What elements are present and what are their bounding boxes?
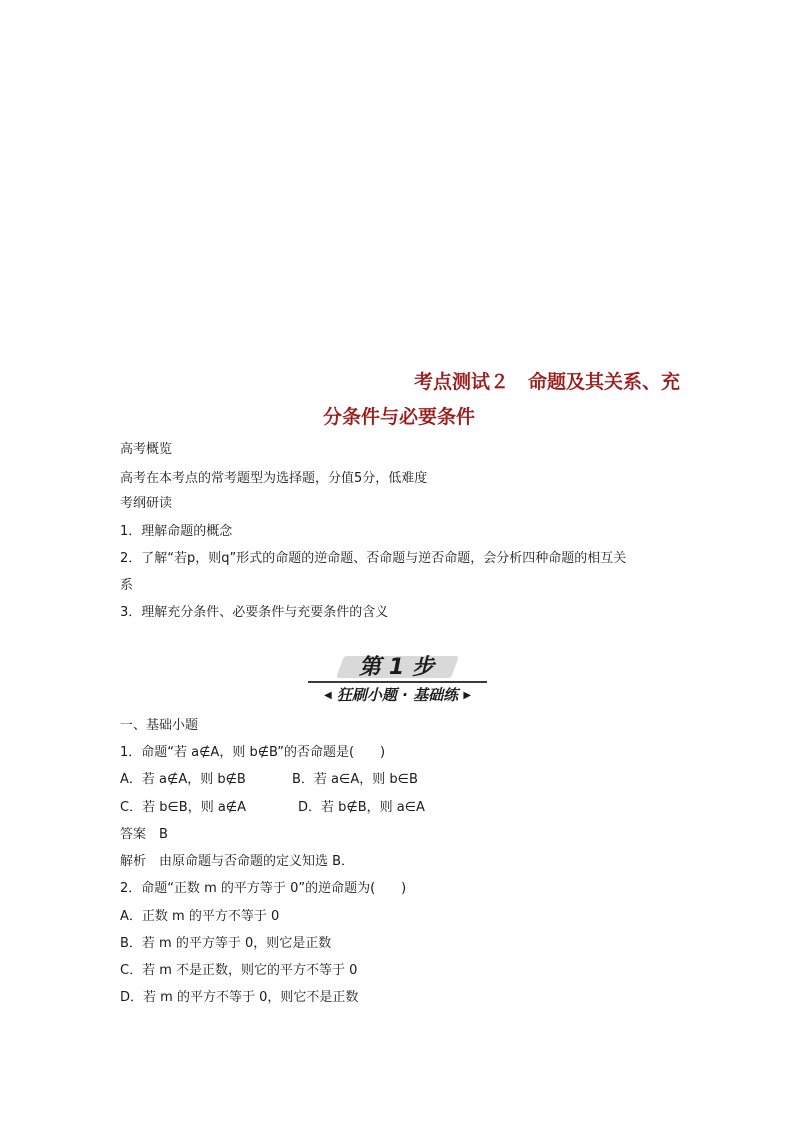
- section-heading: 一、基础小题: [120, 718, 199, 733]
- overview-text: 高考在本考点的常考题型为选择题，分值5分，低难度: [120, 471, 428, 486]
- syllabus-item: 2．了解“若p，则q”形式的命题的逆命题、否命题与逆否命题，会分析四种命题的相互关: [120, 551, 627, 566]
- syllabus-item: 1．理解命题的概念: [120, 524, 233, 539]
- step-subtitle-text: 狂刷小题 · 基础练: [336, 686, 459, 704]
- step-banner: [300, 648, 495, 708]
- question-1-analysis: 解析 由原命题与否命题的定义知选 B．: [120, 854, 355, 869]
- question-2-option-b: B．若 m 的平方等于 0，则它是正数: [120, 936, 332, 951]
- step-number: 1: [388, 655, 407, 680]
- question-2-option-c: C．若 m 不是正数，则它的平方不等于 0: [120, 963, 358, 978]
- left-arrow-icon: ◀: [323, 690, 332, 701]
- step-title: [300, 650, 495, 681]
- page-title-line2: 分条件与必要条件: [323, 406, 476, 428]
- question-2-stem: 2．命题“正数 m 的平方等于 0”的逆命题为( ): [120, 881, 407, 896]
- page-title-line1: 考点测试２ 命题及其关系、充: [414, 371, 681, 393]
- step-subtitle: [300, 684, 495, 705]
- question-2-option-a: A．正数 m 的平方不等于 0: [120, 909, 280, 924]
- step-divider: [308, 681, 487, 683]
- step-prefix: 第: [358, 655, 383, 680]
- question-1-option-b: B．若 a∈A，则 b∈B: [292, 772, 418, 787]
- step-suffix: 步: [412, 655, 437, 680]
- syllabus-heading: 考纲研读: [120, 496, 173, 511]
- syllabus-item: 3．理解充分条件、必要条件与充要条件的含义: [120, 605, 389, 620]
- syllabus-item: 系: [120, 578, 134, 593]
- right-arrow-icon: ▶: [463, 690, 472, 701]
- question-2-option-d: D．若 m 的平方不等于 0，则它不是正数: [120, 990, 359, 1005]
- question-1-option-a: A．若 a∉A，则 b∉B: [120, 772, 246, 787]
- question-1-option-c: C．若 b∈B，则 a∉A: [120, 800, 247, 815]
- overview-heading: 高考概览: [120, 442, 173, 457]
- question-1-answer: 答案 B: [120, 827, 168, 842]
- question-1-stem: 1．命题“若 a∉A，则 b∉B”的否命题是( ): [120, 745, 386, 760]
- question-1-option-d: D．若 b∉B，则 a∈A: [298, 800, 425, 815]
